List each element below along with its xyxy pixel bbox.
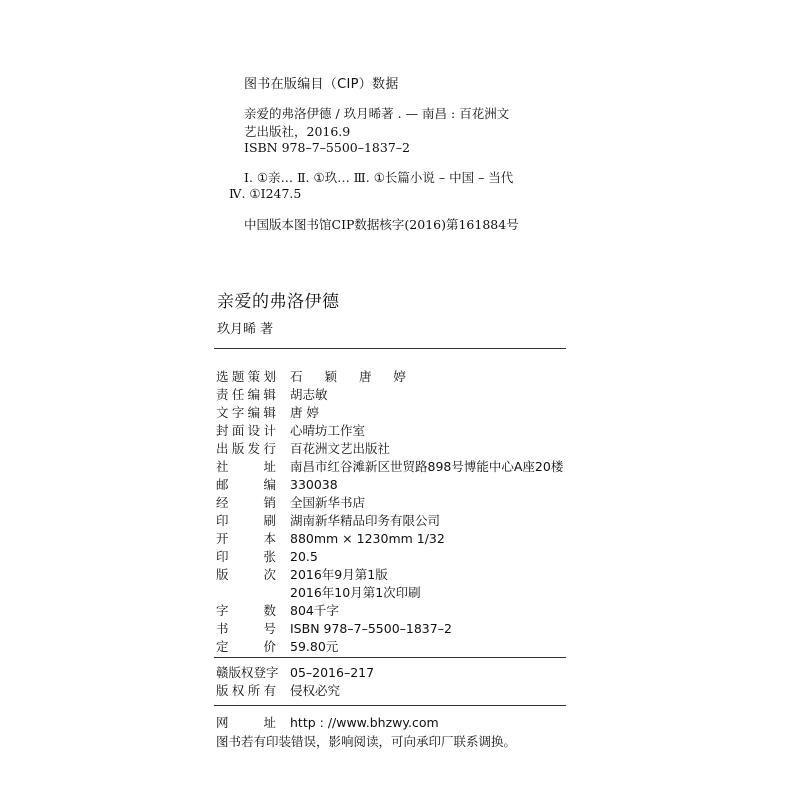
detail-value: 2016年10月第1次印刷: [290, 585, 421, 600]
detail-value: ISBN 978–7–5500–1837–2: [290, 621, 452, 636]
detail-label: 选题策划: [216, 369, 276, 384]
cip-isbn: ISBN 978–7–5500–1837–2: [244, 140, 410, 155]
detail-label: 版次: [216, 567, 276, 582]
divider-middle: [214, 657, 566, 658]
detail-label: 开本: [216, 531, 276, 546]
detail-value: 880mm × 1230mm 1/32: [290, 531, 445, 546]
detail-value: 石 颖 唐 婷: [290, 369, 415, 384]
cip-entry-line2: 艺出版社，2016.9: [244, 124, 351, 139]
cip-classification-line1: Ⅰ. ①亲… Ⅱ. ①玖… Ⅲ. ①长篇小说 – 中国 – 当代: [244, 170, 514, 185]
detail-value: 330038: [290, 477, 338, 492]
detail-label: 出版发行: [216, 441, 276, 456]
detail-value: 心晴坊工作室: [290, 423, 366, 438]
detail-label: 封面设计: [216, 423, 276, 438]
detail-label: 字数: [216, 603, 276, 618]
rights-label: 版权所有: [216, 683, 276, 698]
divider-top: [214, 348, 566, 349]
divider-bottom: [214, 705, 566, 706]
detail-label: 印张: [216, 549, 276, 564]
detail-label: 定价: [216, 639, 276, 654]
book-author: 玖月晞 著: [217, 322, 274, 337]
detail-label: 社址: [216, 459, 276, 474]
book-title: 亲爱的弗洛伊德: [217, 292, 340, 312]
detail-value: 唐 婷: [290, 405, 319, 420]
detail-label: 印刷: [216, 513, 276, 528]
detail-value: 南昌市红谷滩新区世贸路898号博能中心A座20楼: [290, 459, 564, 474]
website-link[interactable]: http : //www.bhzwy.com: [290, 715, 439, 730]
detail-label: 经销: [216, 495, 276, 510]
cip-heading: 图书在版编目（CIP）数据: [244, 77, 399, 92]
cip-entry-line1: 亲爱的弗洛伊德 / 玖月晞著 . — 南昌 : 百花洲文: [244, 106, 510, 121]
detail-value: 2016年9月第1版: [290, 567, 388, 582]
rights-label: 赣版权登字: [216, 665, 279, 680]
cip-number: 中国版本图书馆CIP数据核字(2016)第161884号: [244, 217, 519, 232]
detail-label: 书号: [216, 621, 276, 636]
detail-value: 全国新华书店: [290, 495, 366, 510]
detail-label: 邮编: [216, 477, 276, 492]
detail-value: 百花洲文艺出版社: [290, 441, 391, 456]
rights-value: 侵权必究: [290, 683, 341, 698]
detail-label: 文字编辑: [216, 405, 276, 420]
print-error-notice: 图书若有印装错误，影响阅读，可向承印厂联系调换。: [216, 734, 517, 749]
detail-value: 59.80元: [290, 639, 339, 654]
detail-value: 20.5: [290, 549, 318, 564]
rights-value: 05–2016–217: [290, 665, 375, 680]
cip-classification-line2: Ⅳ. ①I247.5: [229, 186, 302, 201]
detail-value: 804千字: [290, 603, 339, 618]
detail-value: 胡志敏: [290, 387, 328, 402]
detail-label: 责任编辑: [216, 387, 276, 402]
detail-value: 湖南新华精品印务有限公司: [290, 513, 441, 528]
website-label: 网址: [216, 715, 276, 730]
